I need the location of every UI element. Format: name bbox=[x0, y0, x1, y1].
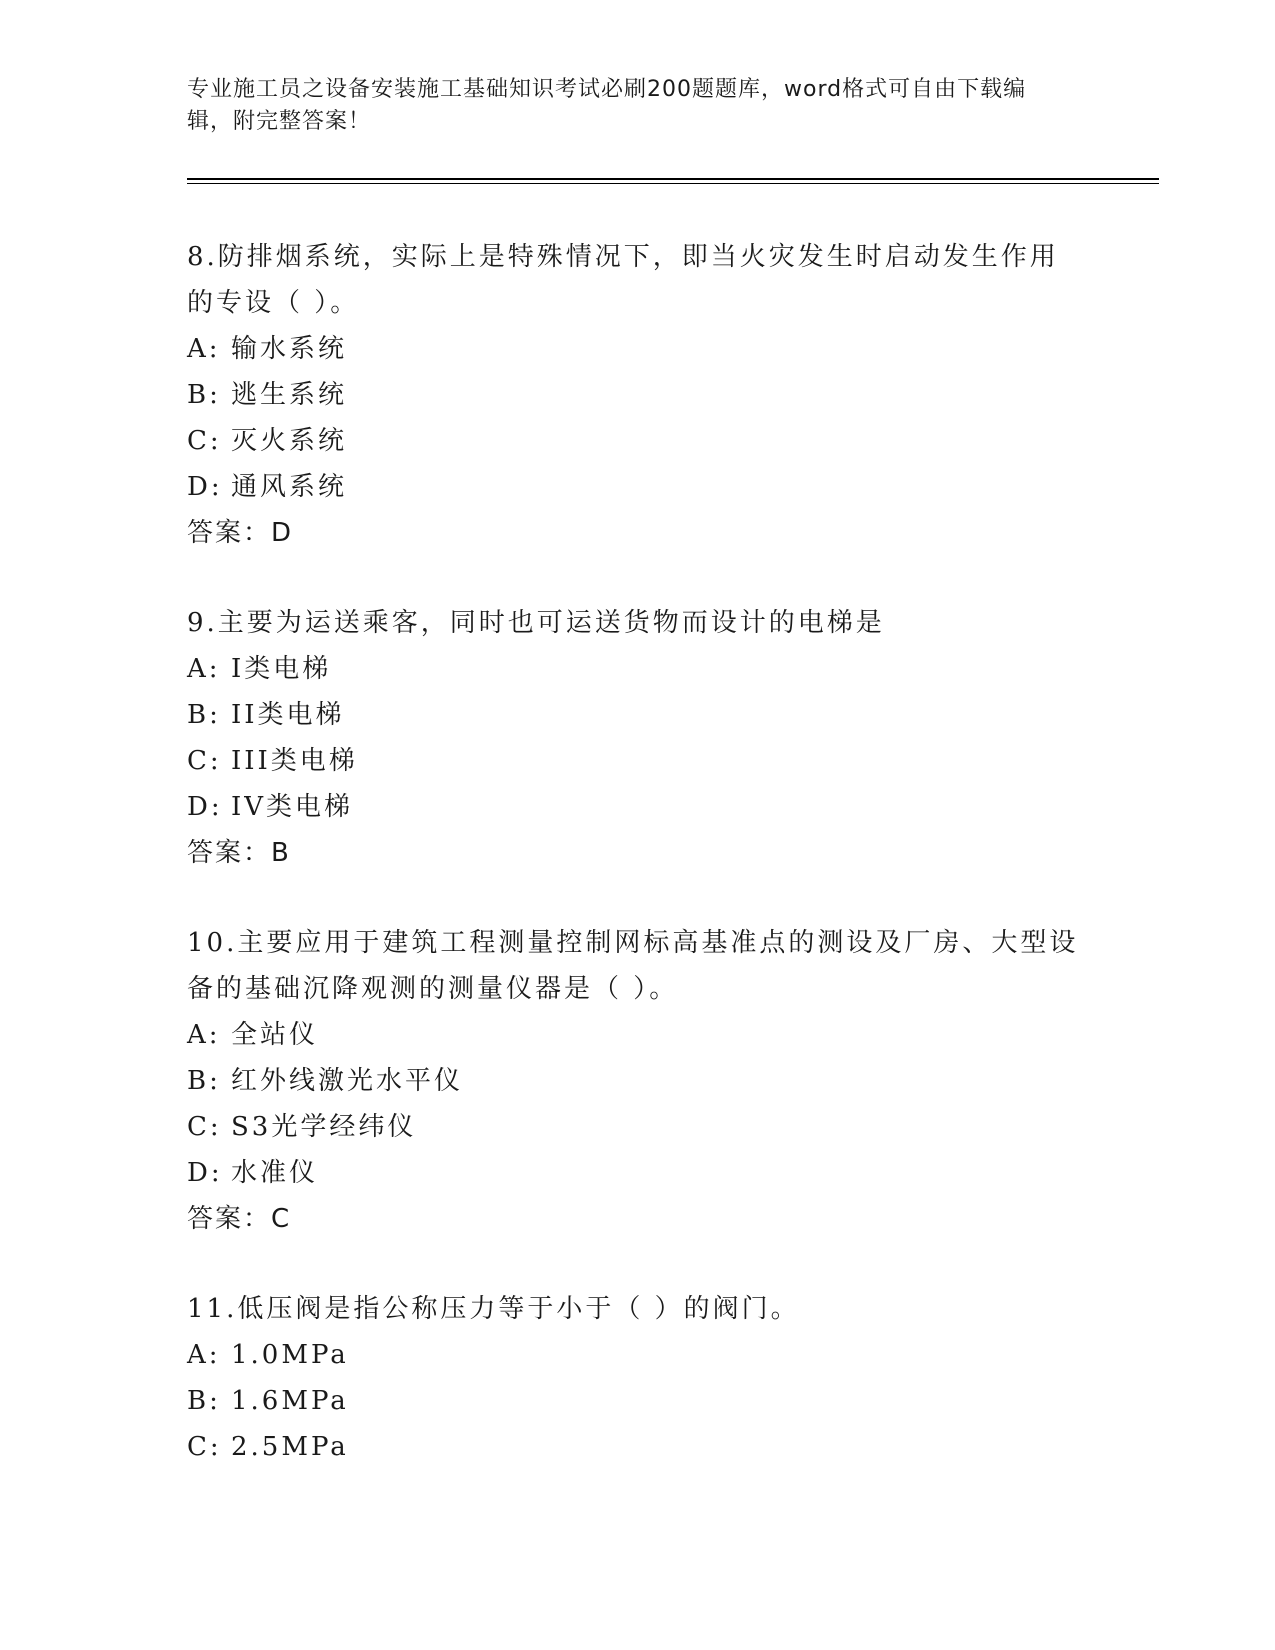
option-b bbox=[187, 1378, 1087, 1424]
question-text: 9.主要为运送乘客，同时也可运送货物而设计的电梯是 bbox=[187, 608, 885, 638]
option-text: III类电梯 bbox=[231, 746, 358, 776]
option-text: 红外线激光水平仪 bbox=[231, 1066, 464, 1096]
option-b bbox=[187, 692, 1087, 738]
question-list bbox=[187, 234, 1087, 1514]
header-divider-thick bbox=[187, 178, 1159, 180]
answer-label: 答案：B bbox=[187, 838, 291, 868]
option-c bbox=[187, 1424, 1087, 1470]
question-11 bbox=[187, 1286, 1087, 1470]
option-letter: C: bbox=[187, 746, 222, 776]
answer-label: 答案：D bbox=[187, 518, 294, 548]
option-text: S3光学经纬仪 bbox=[231, 1112, 417, 1142]
option-letter: A: bbox=[187, 654, 221, 684]
option-letter: A: bbox=[187, 1340, 221, 1370]
option-text: 逃生系统 bbox=[231, 380, 348, 410]
option-d bbox=[187, 464, 1087, 510]
header-divider-thin bbox=[187, 183, 1159, 184]
option-c bbox=[187, 738, 1087, 784]
option-text: 1.6MPa bbox=[231, 1386, 349, 1416]
option-text: IV类电梯 bbox=[231, 792, 354, 822]
option-text: I类电梯 bbox=[231, 654, 332, 684]
question-text: 10.主要应用于建筑工程测量控制网标高基准点的测设及厂房、大型设备的基础沉降观测的测量仪器是（ ）。 bbox=[187, 928, 1079, 1004]
option-b bbox=[187, 1058, 1087, 1104]
option-a bbox=[187, 326, 1087, 372]
option-text: 1.0MPa bbox=[231, 1340, 349, 1370]
option-text: 输水系统 bbox=[231, 334, 348, 364]
option-letter: B: bbox=[187, 1386, 221, 1416]
option-a bbox=[187, 646, 1087, 692]
option-text: 2.5MPa bbox=[231, 1432, 349, 1462]
option-b bbox=[187, 372, 1087, 418]
option-text: 水准仪 bbox=[231, 1158, 319, 1188]
option-letter: B: bbox=[187, 380, 221, 410]
question-9 bbox=[187, 600, 1087, 876]
option-d bbox=[187, 1150, 1087, 1196]
option-text: II类电梯 bbox=[231, 700, 345, 730]
document-header: 专业施工员之设备安装施工基础知识考试必刷200题题库，word格式可自由下载编辑，附完整答案！ bbox=[187, 77, 1027, 134]
option-letter: C: bbox=[187, 1432, 222, 1462]
option-letter: A: bbox=[187, 1020, 221, 1050]
option-text: 灭火系统 bbox=[231, 426, 348, 456]
option-letter: A: bbox=[187, 334, 221, 364]
question-8 bbox=[187, 234, 1087, 556]
option-letter: D: bbox=[187, 472, 223, 502]
option-d bbox=[187, 784, 1087, 830]
question-text: 11.低压阀是指公称压力等于小于（ ）的阀门。 bbox=[187, 1294, 800, 1324]
option-letter: B: bbox=[187, 700, 221, 730]
option-letter: C: bbox=[187, 1112, 222, 1142]
option-a bbox=[187, 1012, 1087, 1058]
option-c bbox=[187, 418, 1087, 464]
question-text: 8.防排烟系统，实际上是特殊情况下，即当火灾发生时启动发生作用的专设（ ）。 bbox=[187, 242, 1059, 318]
option-letter: D: bbox=[187, 792, 223, 822]
option-a bbox=[187, 1332, 1087, 1378]
option-c bbox=[187, 1104, 1087, 1150]
option-letter: B: bbox=[187, 1066, 221, 1096]
question-10 bbox=[187, 920, 1087, 1242]
option-letter: D: bbox=[187, 1158, 223, 1188]
answer-label: 答案：C bbox=[187, 1204, 292, 1234]
option-letter: C: bbox=[187, 426, 222, 456]
option-text: 全站仪 bbox=[231, 1020, 319, 1050]
option-text: 通风系统 bbox=[231, 472, 348, 502]
